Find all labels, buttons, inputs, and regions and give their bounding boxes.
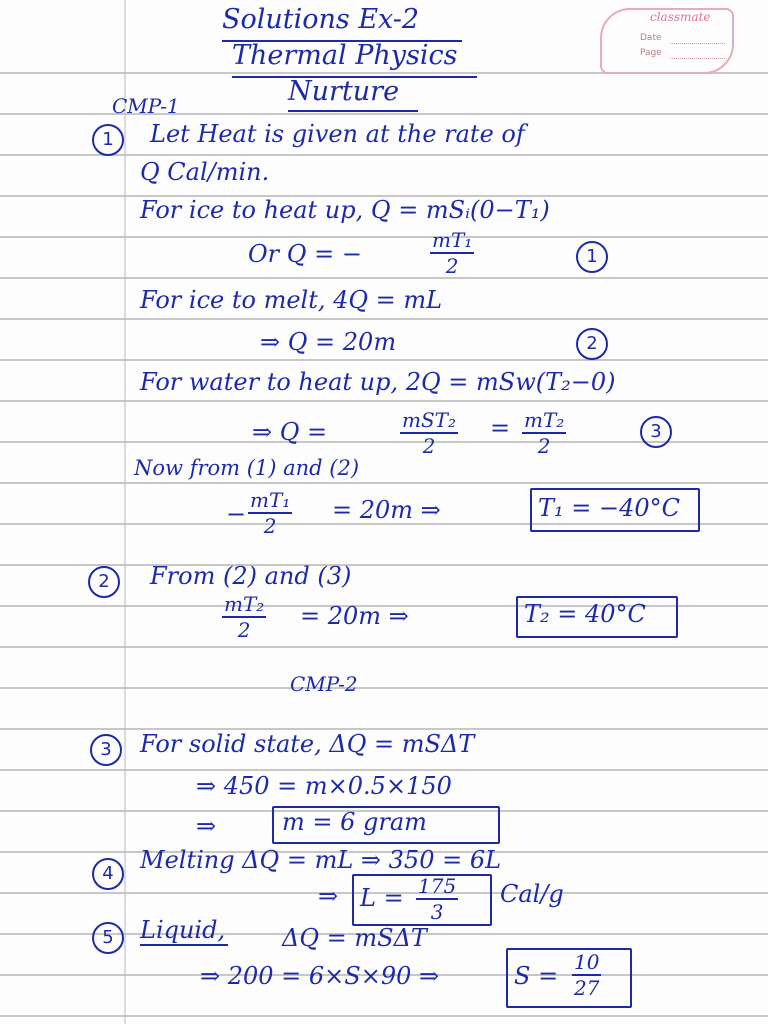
fraction-denominator: 2 [537, 434, 551, 458]
question-number: 1 [92, 124, 124, 156]
text-line: Let Heat is given at the rate of [150, 120, 525, 148]
fraction [222, 592, 266, 642]
text-line: For solid state, ΔQ = mSΔT [140, 730, 475, 758]
fraction-numerator: mT₁ [432, 228, 473, 252]
text-line: For water to heat up, 2Q = mSw(T₂−0) [140, 368, 616, 396]
section-label: CMP-1 [112, 94, 180, 118]
answer-text: L = [360, 884, 404, 912]
ruled-line [0, 482, 768, 484]
page-label: Page [640, 48, 662, 58]
text-line: ΔQ = mSΔT [282, 924, 427, 952]
text-line: = [490, 414, 511, 442]
text-line: From (2) and (3) [150, 562, 352, 590]
fraction-denominator: 2 [263, 514, 277, 538]
answer-text: T₂ = 40°C [524, 600, 646, 628]
text-line: ⇒ Q = 20m [260, 328, 397, 356]
ruled-line [0, 1015, 768, 1017]
text-line: For ice to melt, 4Q = mL [140, 286, 443, 314]
text-line: − [226, 500, 247, 528]
ruled-line [0, 564, 768, 566]
text-line: Melting ΔQ = mL ⇒ 350 = 6L [140, 846, 502, 874]
fraction [416, 874, 458, 924]
fraction [430, 228, 474, 278]
question-number: 2 [88, 566, 120, 598]
text-line: Or Q = − [248, 240, 362, 268]
ruled-line [0, 646, 768, 648]
fraction-numerator: mST₂ [402, 408, 457, 432]
heading-batch: Nurture [288, 76, 400, 107]
fraction [248, 488, 292, 538]
question-number: 3 [90, 734, 122, 766]
text-line: ⇒ 450 = m×0.5×150 [196, 772, 452, 800]
text-line: = 20m ⇒ [300, 602, 409, 630]
ruled-line [0, 400, 768, 402]
fraction [400, 408, 458, 458]
text-line: = 20m ⇒ [332, 496, 441, 524]
ruled-line [0, 277, 768, 279]
ruled-line [0, 318, 768, 320]
heading-subject: Thermal Physics [232, 40, 458, 71]
fraction-numerator: 10 [574, 950, 600, 974]
answer-text: T₁ = −40°C [538, 494, 681, 522]
fraction-numerator: mT₁ [250, 488, 291, 512]
ruled-line [0, 769, 768, 771]
date-line [670, 43, 725, 44]
section-label: CMP-2 [290, 672, 358, 696]
text-line: Now from (1) and (2) [134, 456, 360, 480]
page-line [670, 58, 725, 59]
fraction [522, 408, 566, 458]
ruled-line [0, 236, 768, 238]
fraction-numerator: mT₂ [524, 408, 565, 432]
heading-title: Solutions Ex-2 [222, 4, 420, 35]
fraction-denominator: 3 [430, 900, 444, 924]
answer-text: m = 6 gram [282, 808, 427, 836]
question-number: 4 [92, 858, 124, 890]
text-line: Liquid, [140, 916, 226, 944]
question-number: 5 [92, 922, 124, 954]
text-underline [140, 944, 228, 946]
ruled-line [0, 359, 768, 361]
fraction-denominator: 2 [422, 434, 436, 458]
equation-tag: 3 [640, 416, 672, 448]
equation-tag: 2 [576, 328, 608, 360]
fraction-denominator: 27 [574, 976, 600, 1000]
fraction-numerator: mT₂ [224, 592, 265, 616]
answer-text: S = [514, 962, 559, 990]
fraction-denominator: 2 [445, 254, 459, 278]
equation-tag: 1 [576, 241, 608, 273]
text-line: Q Cal/min. [140, 158, 270, 186]
ruled-line [0, 687, 768, 689]
fraction-denominator: 2 [237, 618, 251, 642]
date-label: Date [640, 33, 662, 43]
unit-text: Cal/g [500, 880, 564, 908]
ruled-line [0, 154, 768, 156]
text-line: For ice to heat up, Q = mSᵢ(0−T₁) [140, 196, 550, 224]
text-line: ⇒ 200 = 6×S×90 ⇒ [200, 962, 440, 990]
fraction [572, 950, 601, 1000]
heading-underline [288, 110, 418, 112]
brand-logo: classmate [650, 10, 711, 24]
text-line: ⇒ [196, 812, 217, 840]
text-line: ⇒ Q = [252, 418, 328, 446]
text-line: ⇒ [318, 882, 339, 910]
fraction-numerator: 175 [418, 874, 457, 898]
margin-line [124, 0, 126, 1024]
